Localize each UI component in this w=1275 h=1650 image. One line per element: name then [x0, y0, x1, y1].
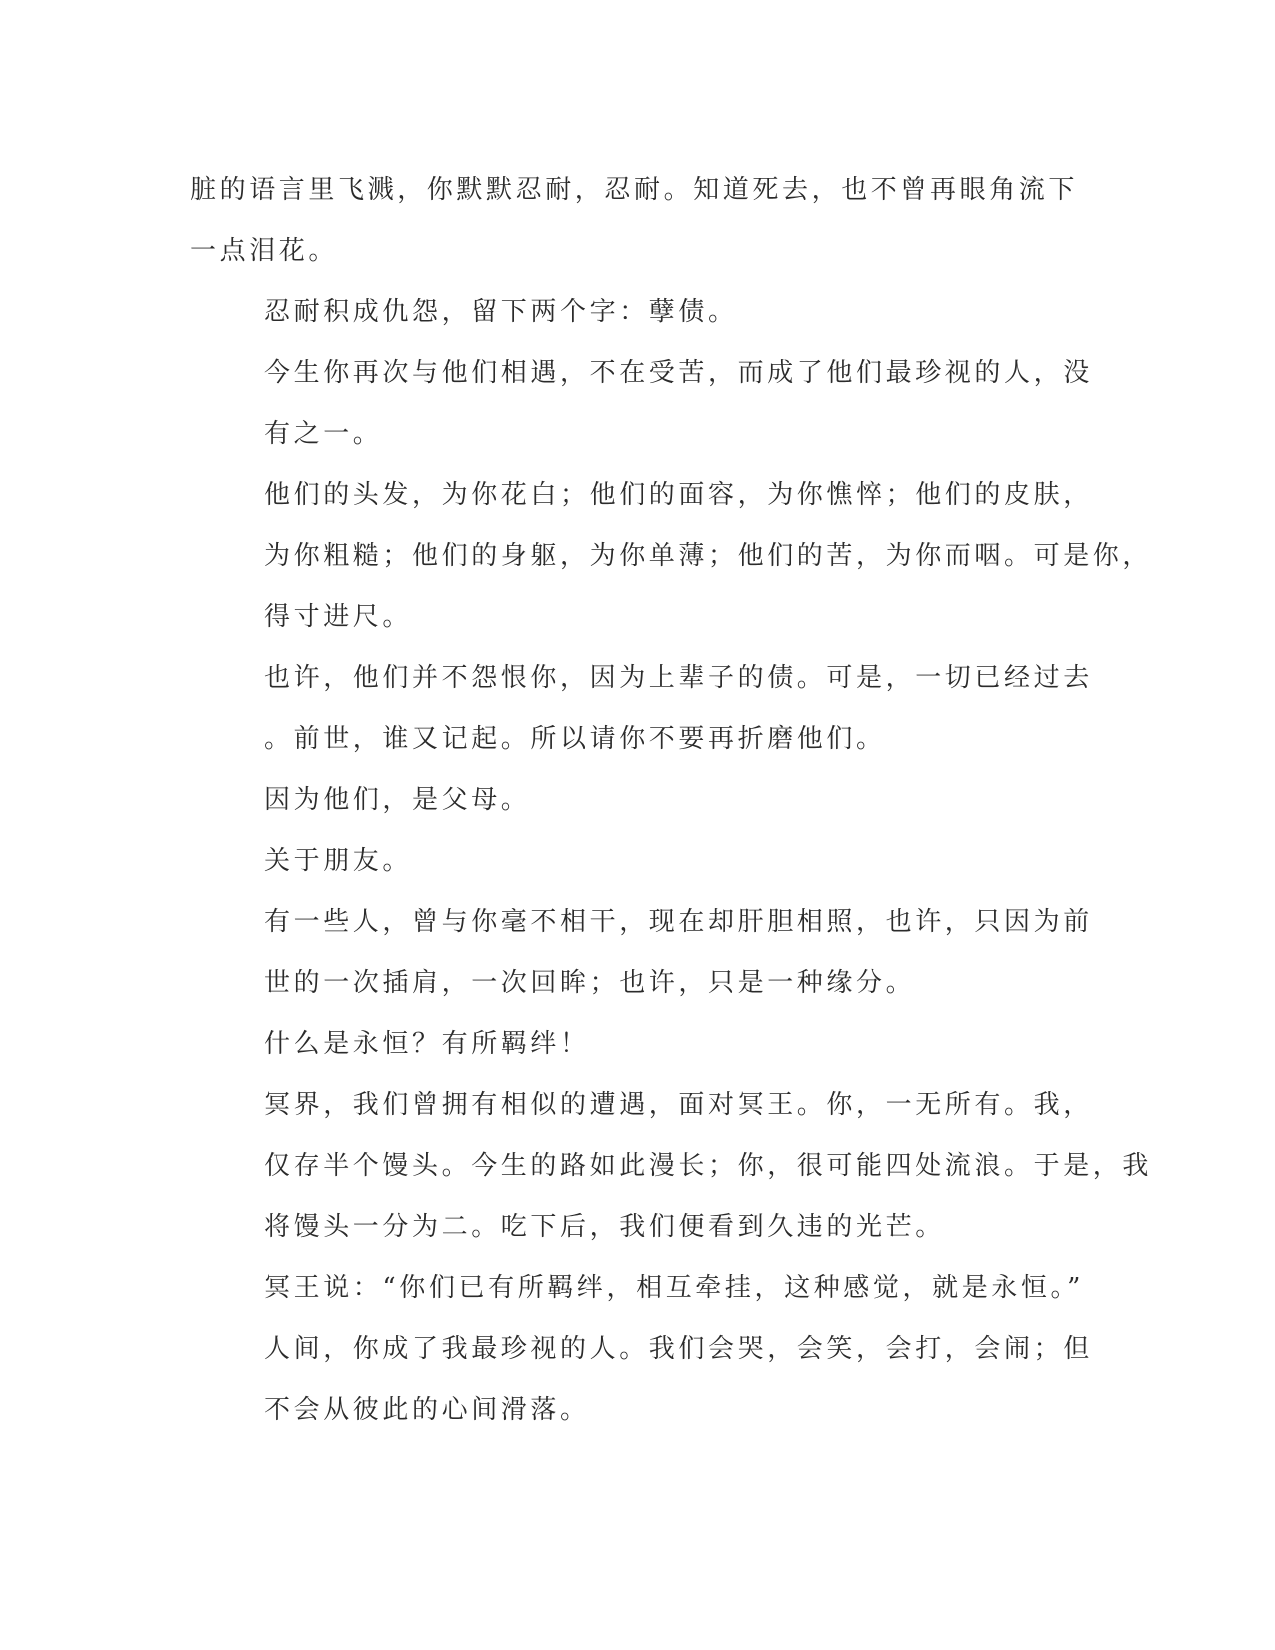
text-line: 关于朋友。	[264, 846, 413, 876]
text-line: 将馒头一分为二。吃下后，我们便看到久违的光芒。	[264, 1212, 945, 1242]
paragraph	[190, 465, 1153, 648]
paragraph	[190, 770, 1090, 831]
text-line: 一点泪花。	[190, 236, 339, 266]
paragraph	[190, 282, 1090, 343]
text-line: 世的一次插肩，一次回眸；也许，只是一种缘分。	[264, 968, 916, 998]
text-line: 冥王说：“你们已有所羁绊，相互牵挂，这种感觉，就是永恒。”	[264, 1273, 1084, 1303]
paragraph	[190, 892, 1093, 1014]
text-line: 有一些人，曾与你毫不相干，现在却肝胆相照，也许，只因为前	[264, 907, 1093, 937]
text-line: 因为他们，是父母。	[264, 785, 531, 815]
text-line: 忍耐积成仇怨，留下两个字：孽债。	[264, 297, 738, 327]
paragraph	[190, 343, 1093, 465]
paragraph	[190, 160, 1090, 282]
paragraph	[190, 648, 1093, 770]
text-line: 什么是永恒？有所羁绊！	[264, 1029, 590, 1059]
body-text	[190, 160, 1153, 1441]
paragraph	[190, 1075, 1153, 1258]
text-line: 得寸进尺。	[264, 602, 413, 632]
text-line: 。前世，谁又记起。所以请你不要再折磨他们。	[264, 724, 886, 754]
text-line: 不会从彼此的心间滑落。	[264, 1395, 590, 1425]
text-line: 冥界，我们曾拥有相似的遭遇，面对冥王。你，一无所有。我，	[264, 1090, 1093, 1120]
text-line: 仅存半个馒头。今生的路如此漫长；你，很可能四处流浪。于是，我	[264, 1151, 1153, 1181]
text-line: 为你粗糙；他们的身躯，为你单薄；他们的苦，为你而咽。可是你，	[264, 541, 1153, 571]
text-line: 人间，你成了我最珍视的人。我们会哭，会笑，会打，会闹；但	[264, 1334, 1093, 1364]
paragraph	[190, 831, 1090, 892]
text-line: 脏的语言里飞溅，你默默忍耐，忍耐。知道死去，也不曾再眼角流下	[190, 175, 1079, 205]
text-line: 他们的头发，为你花白；他们的面容，为你憔悴；他们的皮肤，	[264, 480, 1093, 510]
paragraph	[190, 1258, 1090, 1319]
text-line: 今生你再次与他们相遇，不在受苦，而成了他们最珍视的人，没	[264, 358, 1093, 388]
paragraph	[190, 1014, 1090, 1075]
text-line: 有之一。	[264, 419, 383, 449]
text-line: 也许，他们并不怨恨你，因为上辈子的债。可是，一切已经过去	[264, 663, 1093, 693]
paragraph	[190, 1319, 1093, 1441]
